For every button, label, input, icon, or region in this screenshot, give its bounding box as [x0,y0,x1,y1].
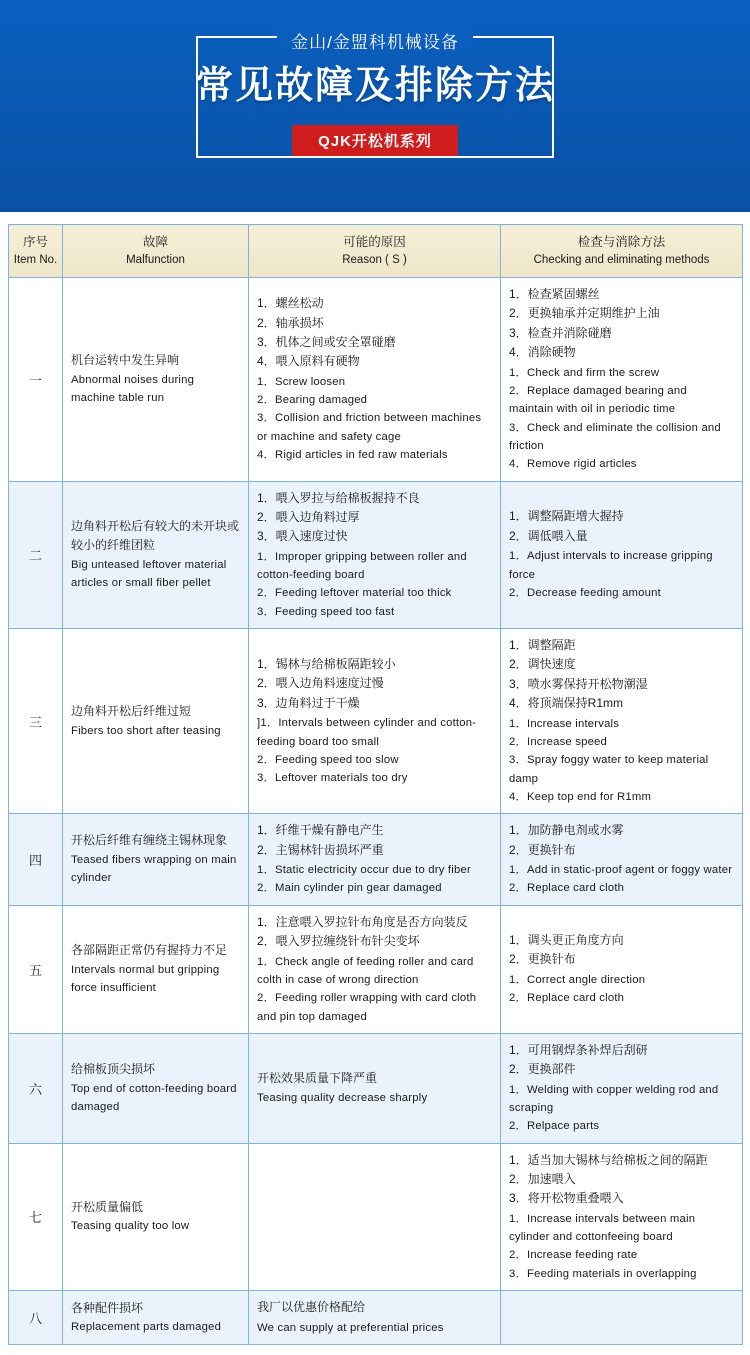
cell-check [501,1291,743,1345]
check-en-line: 4．Remove rigid articles [509,458,637,471]
malfunction-en: Intervals normal but gripping force insufficient [71,963,220,994]
reason-cn-line: 2．主锡林针齿损坏严重 [257,842,384,857]
check-en-line: 2．Decrease feeding amount [509,586,661,599]
fault-table [8,224,743,1345]
reason-cn-line: 4．喂入原料有硬物 [257,354,360,369]
col-header-malfunction [63,225,249,278]
reason-en-line: Teasing quality decrease sharply [257,1092,428,1105]
check-en-line: 1．Adjust intervals to increase gripping force [509,550,713,581]
check-cn-line: 2．调低喂入量 [509,528,588,543]
reason-en-line: 2．Main cylinder pin gear damaged [257,882,442,895]
check-en-line: 2．Replace card cloth [509,882,625,895]
malfunction-en: Abnormal noises during machine table run [71,373,195,404]
reason-cn-line: 3．机体之间或安全罩碰磨 [257,335,396,350]
check-en-line: 3．Check and eliminate the collision and friction [509,421,721,452]
table-header [9,225,743,278]
check-cn-line: 3．检查并消除碰磨 [509,325,612,340]
reason-cn-line: 1．纤维干燥有静电产生 [257,823,384,838]
cell-reason [249,1033,501,1143]
check-cn-line: 1．检查紧固螺丝 [509,287,600,301]
reason-en-line: We can supply at preferential prices [257,1321,444,1334]
malfunction-en: Replacement parts damaged [71,1321,222,1333]
cell-reason [249,1143,501,1291]
cell-item-no: 八 [9,1291,63,1345]
banner-badge-wrap [0,125,750,156]
cell-reason [249,905,501,1033]
check-en-line: 1．Increase intervals [509,717,620,730]
cell-malfunction [63,481,249,629]
cell-check [501,1033,743,1143]
col-header-check-cn: 检查与消除方法 [577,235,666,249]
cell-item-no: 三 [9,629,63,814]
cell-reason [249,481,501,629]
reason-cn-line: 2．轴承损坏 [257,315,324,330]
check-en-line: 1．Correct angle direction [509,973,646,986]
banner-company-wrap [0,28,750,53]
malfunction-en: Fibers too short after teasing [71,724,221,737]
check-en-line: 2．Replace damaged bearing and maintain with oil in periodic time [509,385,687,416]
reason-cn-line: 2．喂入罗拉缠绕针布针尖变坏 [257,934,420,949]
table-header-row [9,225,743,278]
reason-en-line: 1．Screw loosen [257,375,346,388]
check-en-line: 2．Increase speed [509,736,608,749]
banner-company: 金山/金盟科机械设备 [277,28,473,53]
check-cn-line: 1．适当加大锡林与给棉板之间的隔距 [509,1152,708,1167]
banner-text-block [0,28,750,156]
reason-cn-line: 3．喂入速度过快 [257,529,348,544]
malfunction-cn: 边角料开松后有较大的未开块或较小的纤维团粒 [71,519,240,553]
reason-en-line: 2．Feeding leftover material too thick [257,587,452,600]
col-header-reason-cn: 可能的原因 [343,235,406,249]
reason-cn-line: 1．锡林与给棉板隔距较小 [257,656,396,671]
malfunction-cn: 边角料开松后纤维过短 [71,704,192,719]
malfunction-en: Big unteased leftover material articles or small fiber pellet [71,558,227,590]
reason-en-line: 2．Feeding speed too slow [257,753,399,766]
cell-check [501,629,743,814]
col-header-reason [249,225,501,278]
reason-en-line: 1．Static electricity occur due to dry fiber [257,864,471,877]
check-cn-line: 4．消除硬物 [509,345,576,360]
cell-item-no: 四 [9,814,63,905]
reason-en-line: 3．Leftover materials too dry [257,772,408,785]
cell-item-no: 七 [9,1143,63,1291]
malfunction-cn: 各种配件损坏 [71,1300,144,1315]
check-cn-line: 2．调快速度 [509,657,576,672]
table-row [9,1291,743,1345]
check-cn-line: 1．调整隔距增大握持 [509,509,624,524]
cell-malfunction [63,1033,249,1143]
check-en-line: 1．Increase intervals between main cylinder and cottonfeeing board [509,1212,696,1244]
check-cn-line: 1．调整隔距 [509,638,576,653]
check-cn-line: 2．更换针布 [509,952,576,967]
check-cn-line: 1．加防静电剂或水雾 [509,823,624,838]
cell-malfunction [63,905,249,1033]
check-en-line: 3．Spray foggy water to keep material damp [509,754,709,785]
banner-title: 常见故障及排除方法 [194,65,555,107]
check-cn-line: 2．更换轴承并定期维护上油 [509,306,660,321]
reason-cn-line: 1．喂入罗拉与给棉板握持不良 [257,490,420,505]
table-row [9,1143,743,1291]
cell-check [501,278,743,482]
reason-en-line: 3．Collision and friction between machines or machine and safety cage [257,412,482,443]
malfunction-cn: 给棉板顶尖损坏 [71,1062,156,1077]
col-header-reason-en: Reason ( S ) [342,253,407,266]
cell-malfunction [63,278,249,482]
col-header-item-no-cn: 序号 [22,235,48,249]
cell-malfunction [63,1291,249,1345]
check-en-line: 2．Relpace parts [509,1120,600,1133]
check-en-line: 1．Add in static-proof agent or foggy water [509,864,733,877]
check-cn-line: 3．将开松物重叠喂入 [509,1191,624,1206]
banner-series-badge: QJK开松机系列 [292,125,458,156]
reason-en-line: 2．Bearing damaged [257,394,368,407]
reason-cn-line: 1．注意喂入罗拉针布角度是否方向装反 [257,914,468,929]
check-cn-line: 2．更换部件 [509,1062,576,1077]
cell-item-no: 五 [9,905,63,1033]
col-header-item-no-en: Item No. [13,253,58,266]
check-en-line: 2．Increase feeding rate [509,1249,638,1262]
table-row [9,814,743,905]
malfunction-cn: 开松质量偏低 [71,1199,144,1214]
reason-cn-line: 1．螺丝松动 [257,296,324,311]
cell-check [501,905,743,1033]
check-en-line: 1．Welding with copper welding rod and scraping [509,1083,719,1114]
reason-cn-line: 3．边角料过于干燥 [257,695,360,710]
table-body [9,278,743,1345]
table-row [9,905,743,1033]
cell-item-no: 一 [9,278,63,482]
cell-reason [249,629,501,814]
check-en-line: 2．Replace card cloth [509,992,625,1005]
check-en-line: 1．Check and firm the screw [509,366,660,379]
cell-check [501,814,743,905]
table-row [9,629,743,814]
reason-cn-line: 2．喂入边角料过厚 [257,509,360,524]
malfunction-en: Teasing quality too low [71,1220,190,1233]
col-header-malfunction-en: Malfunction [126,253,185,266]
malfunction-cn: 各部隔距正常仍有握持力不足 [71,943,228,958]
malfunction-cn: 机台运转中发生异响 [71,353,180,368]
reason-en-line: 4．Rigid articles in fed raw materials [257,449,448,462]
cell-item-no: 二 [9,481,63,629]
col-header-check-en: Checking and eliminating methods [533,253,710,266]
table-row [9,481,743,629]
reason-cn-line: 我厂以优惠价格配给 [257,1300,366,1315]
table-row [9,278,743,482]
reason-en-line: 3．Feeding speed too fast [257,605,395,618]
table-row [9,1033,743,1143]
cell-reason [249,814,501,905]
fault-table-wrap [0,212,750,1355]
cell-malfunction [63,814,249,905]
reason-en-line: 2．Feeding roller wrapping with card cloth and pin top damaged [257,992,477,1023]
cell-malfunction [63,629,249,814]
reason-en-line: ]1．Intervals between cylinder and cotton-feeding board too small [257,717,477,748]
col-header-check [501,225,743,278]
check-cn-line: 3．喷水雾保持开松物潮湿 [509,676,648,691]
check-en-line: 4．Keep top end for R1mm [509,790,652,803]
header-banner [0,0,750,212]
check-cn-line: 2．更换针布 [509,842,576,857]
check-cn-line: 2．加速喂入 [509,1172,576,1186]
check-cn-line: 4．将顶端保持R1mm [509,696,624,711]
reason-en-line: 1．Check angle of feeding roller and card colth in case of wrong direction [257,955,474,986]
reason-en-line: 1．Improper gripping between roller and cotton-feeding board [257,550,467,582]
cell-check [501,481,743,629]
reason-cn-line: 开松效果质量下降严重 [257,1070,378,1085]
malfunction-en: Teased fibers wrapping on main cylinder [71,853,237,885]
malfunction-en: Top end of cotton-feeding board damaged [71,1082,237,1113]
col-header-malfunction-cn: 故障 [142,235,168,249]
check-cn-line: 1．可用钢焊条补焊后刮研 [509,1042,648,1057]
cell-malfunction [63,1143,249,1291]
cell-item-no: 六 [9,1033,63,1143]
cell-reason [249,278,501,482]
check-en-line: 3．Feeding materials in overlapping [509,1267,697,1280]
cell-check [501,1143,743,1291]
malfunction-cn: 开松后纤维有缠绕主锡林现象 [71,833,228,848]
col-header-item-no [9,225,63,278]
reason-cn-line: 2．喂入边角料速度过慢 [257,676,384,691]
check-cn-line: 1．调头更正角度方向 [509,933,624,948]
cell-reason [249,1291,501,1345]
